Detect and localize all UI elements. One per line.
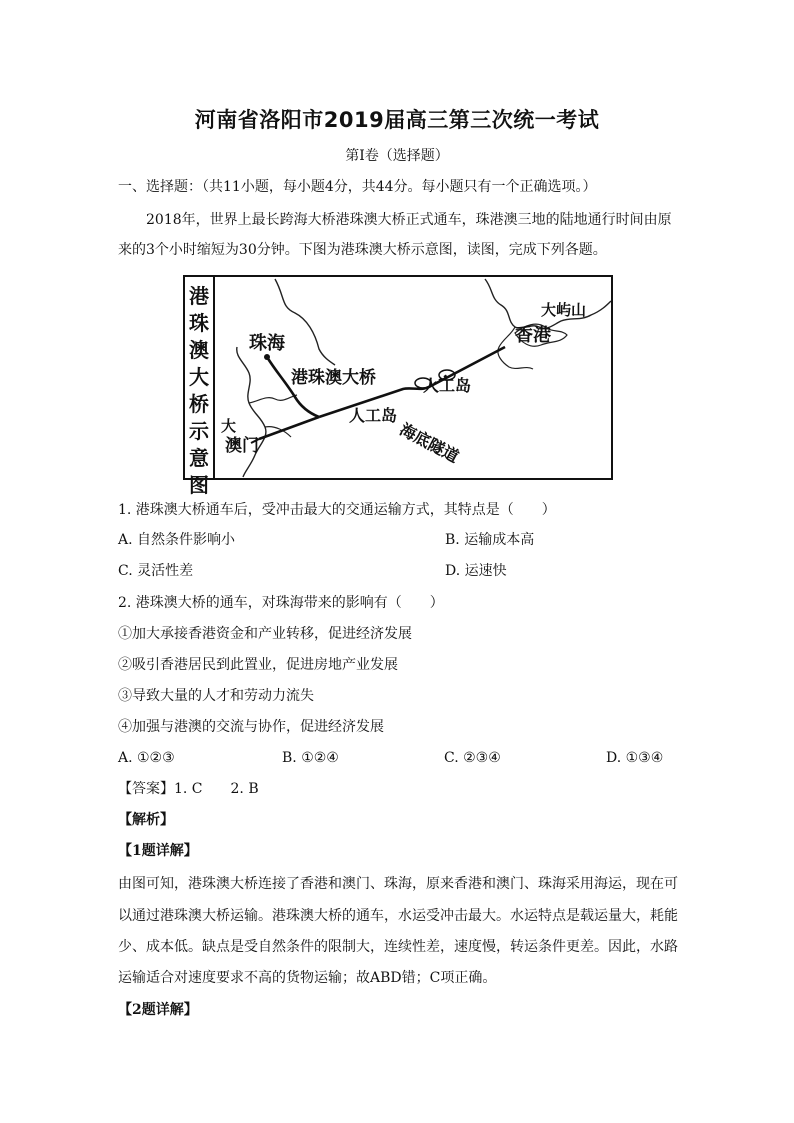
q2-option-a: A. ①②③ [118,750,175,766]
q1-detail-line-3: 少、成本低。缺点是受自然条件的限制大，连续性差，速度慢，转运条件更差。因此，水路 [118,939,678,955]
page-title: 河南省洛阳市2019届高三第三次统一考试 [194,108,600,132]
label-hongkong: 香港 [515,325,551,346]
q2-option-b: B. ①②④ [282,750,339,766]
label-island-1: 人工岛 [423,376,472,395]
q1-option-a: A. 自然条件影响小 [118,532,236,548]
q1-detail-line-2: 以通过港珠澳大桥运输。港珠澳大桥的通车，水运受冲击最大。水运特点是载运量大，耗能 [118,908,678,924]
q1-option-d: D. 运速快 [445,563,507,579]
map-title-column [185,277,215,497]
bridge-map-figure [183,275,613,497]
q2-option-d: D. ①③④ [606,750,664,766]
label-dayushan: 大屿山 [541,301,587,319]
page-subtitle: 第Ⅰ卷（选择题） [345,148,449,164]
q1-detail-line-4: 运输适合对速度要求不高的货物运输；故ABD错；C项正确。 [118,970,497,986]
q1-option-b: B. 运输成本高 [445,532,535,548]
label-island-2: 人工岛 [349,406,398,425]
label-macau-prefix: 大 [221,417,237,435]
section-heading: 一、选择题：（共11小题，每小题4分，共44分。每小题只有一个正确选项。） [118,179,597,195]
map-title: 港珠澳大桥示意图 [189,284,209,497]
q2-detail-heading: 【2题详解】 [118,1002,198,1018]
label-zhuhai: 珠海 [249,333,285,354]
intro-line-2: 来的3个小时缩短为30分钟。下图为港珠澳大桥示意图，读图，完成下列各题。 [118,242,607,258]
q2-item-3: ③导致大量的人才和劳动力流失 [118,688,314,704]
answer-line: 【答案】1. C 2. B [118,781,259,797]
q2-option-c: C. ②③④ [444,750,501,766]
q2-item-2: ②吸引香港居民到此置业，促进房地产业发展 [118,657,398,673]
q1-detail-heading: 【1题详解】 [118,843,198,859]
label-bridge: 港珠澳大桥 [291,368,376,388]
analysis-heading: 【解析】 [118,812,174,828]
label-tunnel: 海底隧道 [396,419,463,467]
label-macau: 澳门 [225,436,259,456]
q1-option-c: C. 灵活性差 [118,563,194,579]
q2-item-1: ①加大承接香港资金和产业转移，促进经济发展 [118,626,412,642]
intro-line-1: 2018年，世界上最长跨海大桥港珠澳大桥正式通车，珠港澳三地的陆地通行时间由原 [146,212,672,228]
q1-detail-line-1: 由图可知，港珠澳大桥连接了香港和澳门、珠海，原来香港和澳门、珠海采用海运，现在可 [118,876,678,892]
q2-stem: 2. 港珠澳大桥的通车，对珠海带来的影响有（ ） [118,595,444,611]
q2-item-4: ④加强与港澳的交流与协作，促进经济发展 [118,719,384,735]
q1-stem: 1. 港珠澳大桥通车后，受冲击最大的交通运输方式，其特点是（ ） [118,502,556,518]
